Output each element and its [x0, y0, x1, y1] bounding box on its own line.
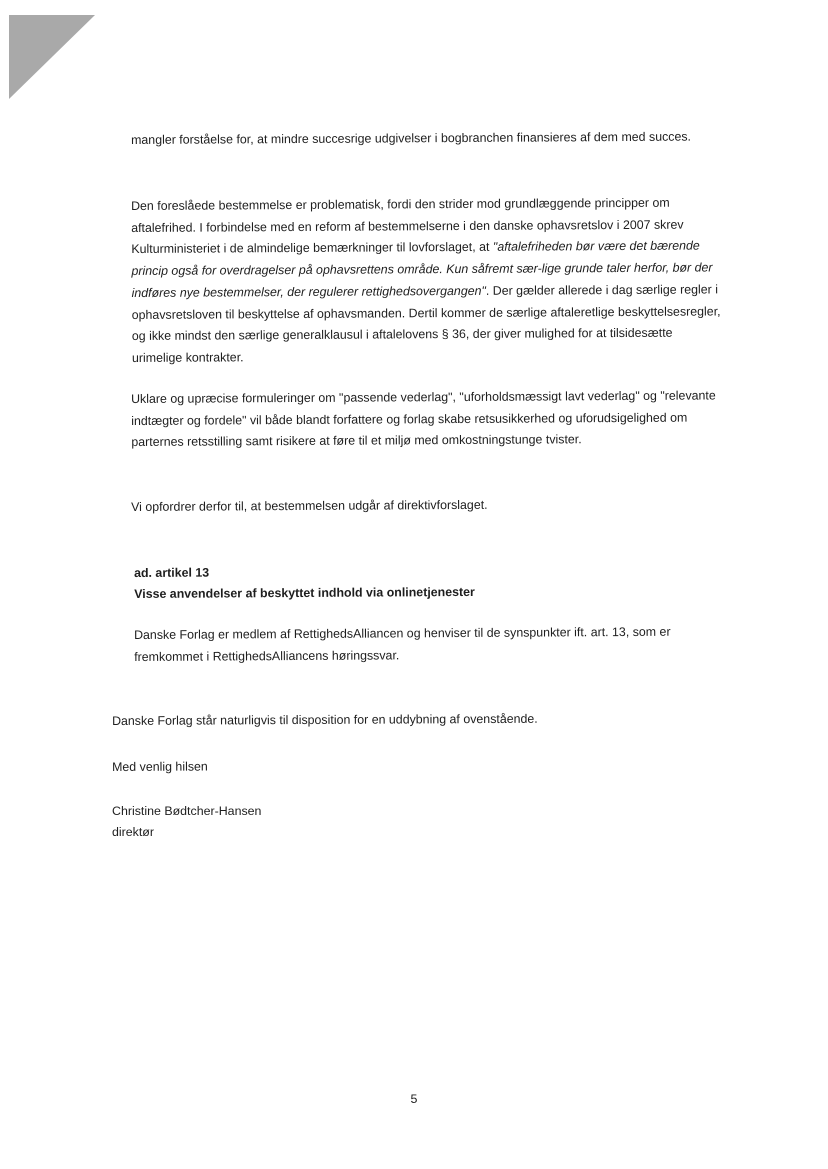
paragraph-rettighedsalliancen: Danske Forlag er medlem af RettighedsAlliancen og henviser til de synspunkter ift. art. 13, som er fremkommet i RettighedsAlliancens høringssvar. [134, 624, 671, 664]
paragraph-contract-freedom [131, 192, 722, 369]
page-corner-fold-icon [9, 15, 95, 99]
paragraph-recommendation: Vi opfordrer derfor til, at bestemmelsen udgår af direktivforslaget. [131, 497, 488, 514]
signer-title: direktør [112, 825, 154, 839]
paragraph-contract-freedom-intro: Den foreslåede bestemmelse er problematisk, fordi den strider mod grundlæggende principper om aftalefrihed. I forbindelse med en reform af bestemmelserne i den danske ophavsretslov i 2007 skrev Kulturministeriet i de almindelige bemærkninger til lovforslaget, at [131, 195, 684, 257]
paragraph-unclear-wording: Uklare og upræcise formuleringer om "passende vederlag", "uforholdsmæssigt lavt vederlag" og "relevante indtægter og fordele" vil både blandt forfattere og forlag skabe retsusikkerhed og uforudsigelighed om parternes retsstilling samt risikere at føre til et miljø med omkostningstunge tvister. [131, 388, 716, 450]
paragraph-financing: mangler forståelse for, at mindre succesrige udgivelser i bogbranchen finansieres af dem med succes. [131, 129, 692, 147]
paragraph-contract-freedom-rest: . Der gælder allerede i dag særlige regler i ophavsretsloven til beskyttelse af ophavsmanden. Dertil kommer de særlige aftaleretlige beskyttelsesregler, og ikke mindst den særlige generalklausul i aftalelovens § 36, der giver mulighed for at tilsidesætte urimelige kontrakter. [131, 282, 721, 365]
closing-disposition: Danske Forlag står naturligvis til disposition for en uddybning af ovenstående. [112, 711, 538, 728]
closing-greeting: Med venlig hilsen [112, 759, 208, 774]
ministry-quote: "aftalefriheden bør være det bærende princip også for overdragelser på ophavsrettens område. Kun såfremt sær-lige grunde taler herfor, bør der indføres nye bestemmelser, der regulerer rettighedsovergangen" [131, 238, 713, 300]
signature-block [112, 801, 261, 843]
section-heading-article-13 [134, 560, 694, 605]
heading-article-number: ad. artikel 13 [134, 565, 210, 580]
heading-article-title: Visse anvendelser af beskyttet indhold via onlinetjenester [134, 584, 475, 601]
page-number: 5 [410, 1092, 418, 1106]
signer-name: Christine Bødtcher-Hansen [112, 804, 262, 818]
